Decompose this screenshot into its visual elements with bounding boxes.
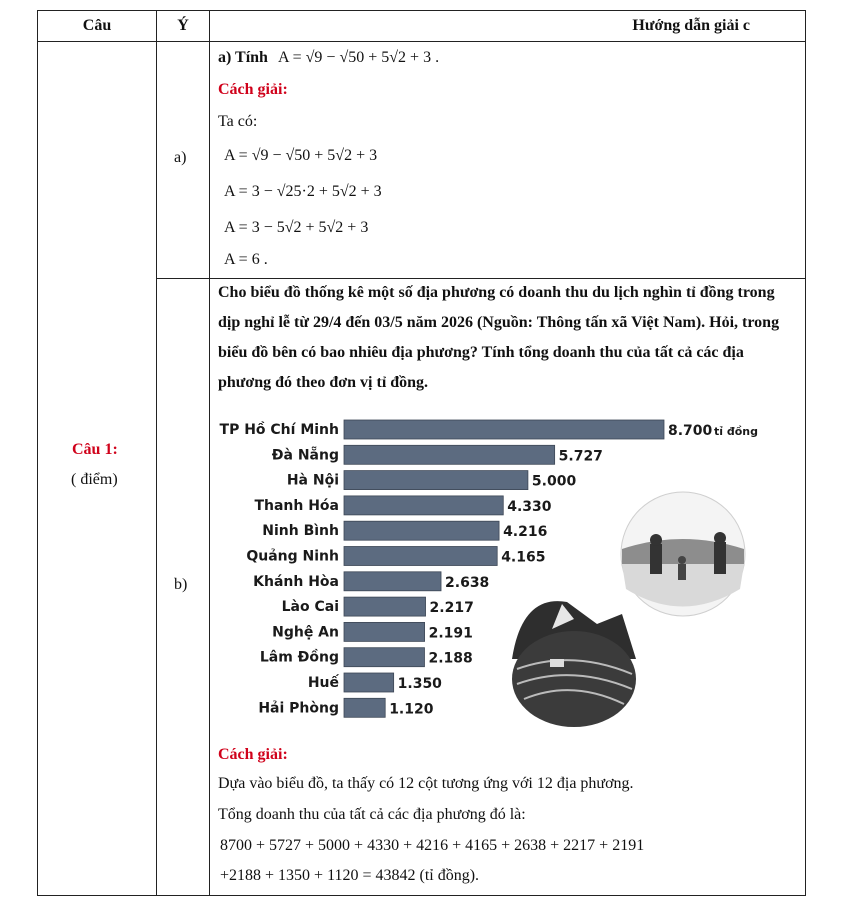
bar-label-11: Hải Phòng bbox=[258, 700, 339, 717]
table-border-col1 bbox=[156, 10, 157, 896]
bar-value-6: 2.638 bbox=[445, 574, 490, 591]
bar-label-4: Ninh Bình bbox=[262, 523, 339, 540]
table-border-header bbox=[37, 41, 806, 42]
bar-label-10: Huế bbox=[307, 675, 339, 691]
bar-label-3: Thanh Hóa bbox=[254, 497, 339, 514]
bar-value-4: 4.216 bbox=[503, 524, 548, 541]
part-a-prompt-prefix: a) Tính bbox=[218, 49, 268, 66]
bar-11 bbox=[344, 698, 385, 717]
part-a-intro: Ta có: bbox=[218, 113, 258, 130]
part-a-step-3: A = 3 − 5√2 + 5√2 + 3 bbox=[224, 219, 369, 236]
part-b-solution-heading: Cách giải: bbox=[218, 746, 288, 763]
part-b-solution-line1: Dựa vào biểu đồ, ta thấy có 12 cột tương ứng với 12 địa phương. bbox=[218, 775, 634, 792]
table-border-left bbox=[37, 10, 38, 896]
bar-2 bbox=[344, 471, 528, 490]
beach-people-illustration bbox=[621, 492, 745, 616]
header-cau: Câu bbox=[82, 16, 112, 34]
part-a-prompt-expr: A = √9 − √50 + 5√2 + 3 . bbox=[277, 49, 440, 66]
question-points: ( điểm) bbox=[71, 471, 118, 488]
bar-label-6: Khánh Hòa bbox=[253, 573, 339, 590]
bar-5 bbox=[344, 547, 497, 566]
header-y: Ý bbox=[177, 16, 189, 34]
bar-label-9: Lâm Đồng bbox=[259, 649, 339, 666]
table-border-bottom bbox=[37, 895, 806, 896]
bar-value-10: 1.350 bbox=[397, 676, 442, 692]
bar-3 bbox=[344, 496, 503, 515]
question-label: Câu 1: bbox=[72, 441, 118, 458]
chart-category-labels bbox=[220, 421, 340, 716]
bar-label-7: Lào Cai bbox=[281, 599, 339, 616]
mountain-terrace-illustration bbox=[512, 601, 636, 727]
bar-label-2: Hà Nội bbox=[286, 472, 339, 489]
part-a-label: a) bbox=[174, 149, 187, 166]
bar-8 bbox=[344, 622, 425, 641]
bar-1 bbox=[344, 445, 555, 464]
part-b-problem: Cho biểu đồ thống kê một số địa phương có doanh thu du lịch nghìn tỉ đồng trong dịp nghỉ lễ từ 29/4 đến 03/5 năm 2026 (Nguồn: Thông tấn xã Việt Nam). Hỏi, trong biểu đồ bên có bao nhiêu địa phương? Tính tổng doanh thu của tất cả các địa phương đó theo đơn vị tỉ đồng. bbox=[218, 284, 780, 391]
part-b-solution-line2: Tổng doanh thu của tất cả các địa phương đó là: bbox=[218, 806, 526, 823]
part-a-prompt bbox=[218, 48, 439, 68]
bar-label-5: Quảng Ninh bbox=[246, 548, 339, 565]
table-border-right bbox=[805, 10, 806, 896]
bar-10 bbox=[344, 673, 394, 692]
bar-label-1: Đà Nẵng bbox=[271, 447, 339, 464]
bar-9 bbox=[344, 648, 424, 667]
bar-value-7: 2.217 bbox=[429, 600, 474, 617]
part-a-step-4: A = 6 . bbox=[224, 251, 268, 268]
table-border-col2 bbox=[209, 10, 210, 896]
bar-value-2: 5.000 bbox=[531, 473, 577, 490]
part-a-solution-heading: Cách giải: bbox=[218, 81, 288, 98]
bar-value-9: 2.188 bbox=[428, 650, 473, 667]
bar-value-8: 2.191 bbox=[428, 625, 473, 642]
bar-label-0: TP Hồ Chí Minh bbox=[219, 422, 339, 438]
bar-7 bbox=[344, 597, 426, 616]
part-a-step-1: A = √9 − √50 + 5√2 + 3 bbox=[224, 147, 378, 164]
bar-4 bbox=[344, 521, 499, 540]
part-b-sum-line1: 8700 + 5727 + 5000 + 4330 + 4216 + 4165 + 2638 + 2217 + 2191 bbox=[220, 837, 645, 854]
part-b-label: b) bbox=[174, 576, 188, 593]
part-a-step-2: A = 3 − √25·2 + 5√2 + 3 bbox=[224, 183, 382, 200]
bar-value-5: 4.165 bbox=[501, 549, 546, 566]
revenue-bar-chart bbox=[212, 414, 802, 734]
bar-label-8: Nghệ An bbox=[272, 624, 339, 641]
bar-value-0: 8.700 bbox=[668, 423, 713, 439]
part-b-sum-line2: +2188 + 1350 + 1120 = 43842 (tỉ đồng). bbox=[220, 867, 480, 884]
bar-value-11: 1.120 bbox=[389, 701, 434, 718]
chart-unit-label: tỉ đồng bbox=[714, 425, 758, 438]
bar-6 bbox=[344, 572, 441, 591]
header-guide: Hướng dẫn giải c bbox=[632, 16, 750, 34]
bar-value-1: 5.727 bbox=[558, 448, 603, 465]
bar-0 bbox=[344, 420, 664, 439]
bar-value-3: 4.330 bbox=[507, 498, 552, 515]
